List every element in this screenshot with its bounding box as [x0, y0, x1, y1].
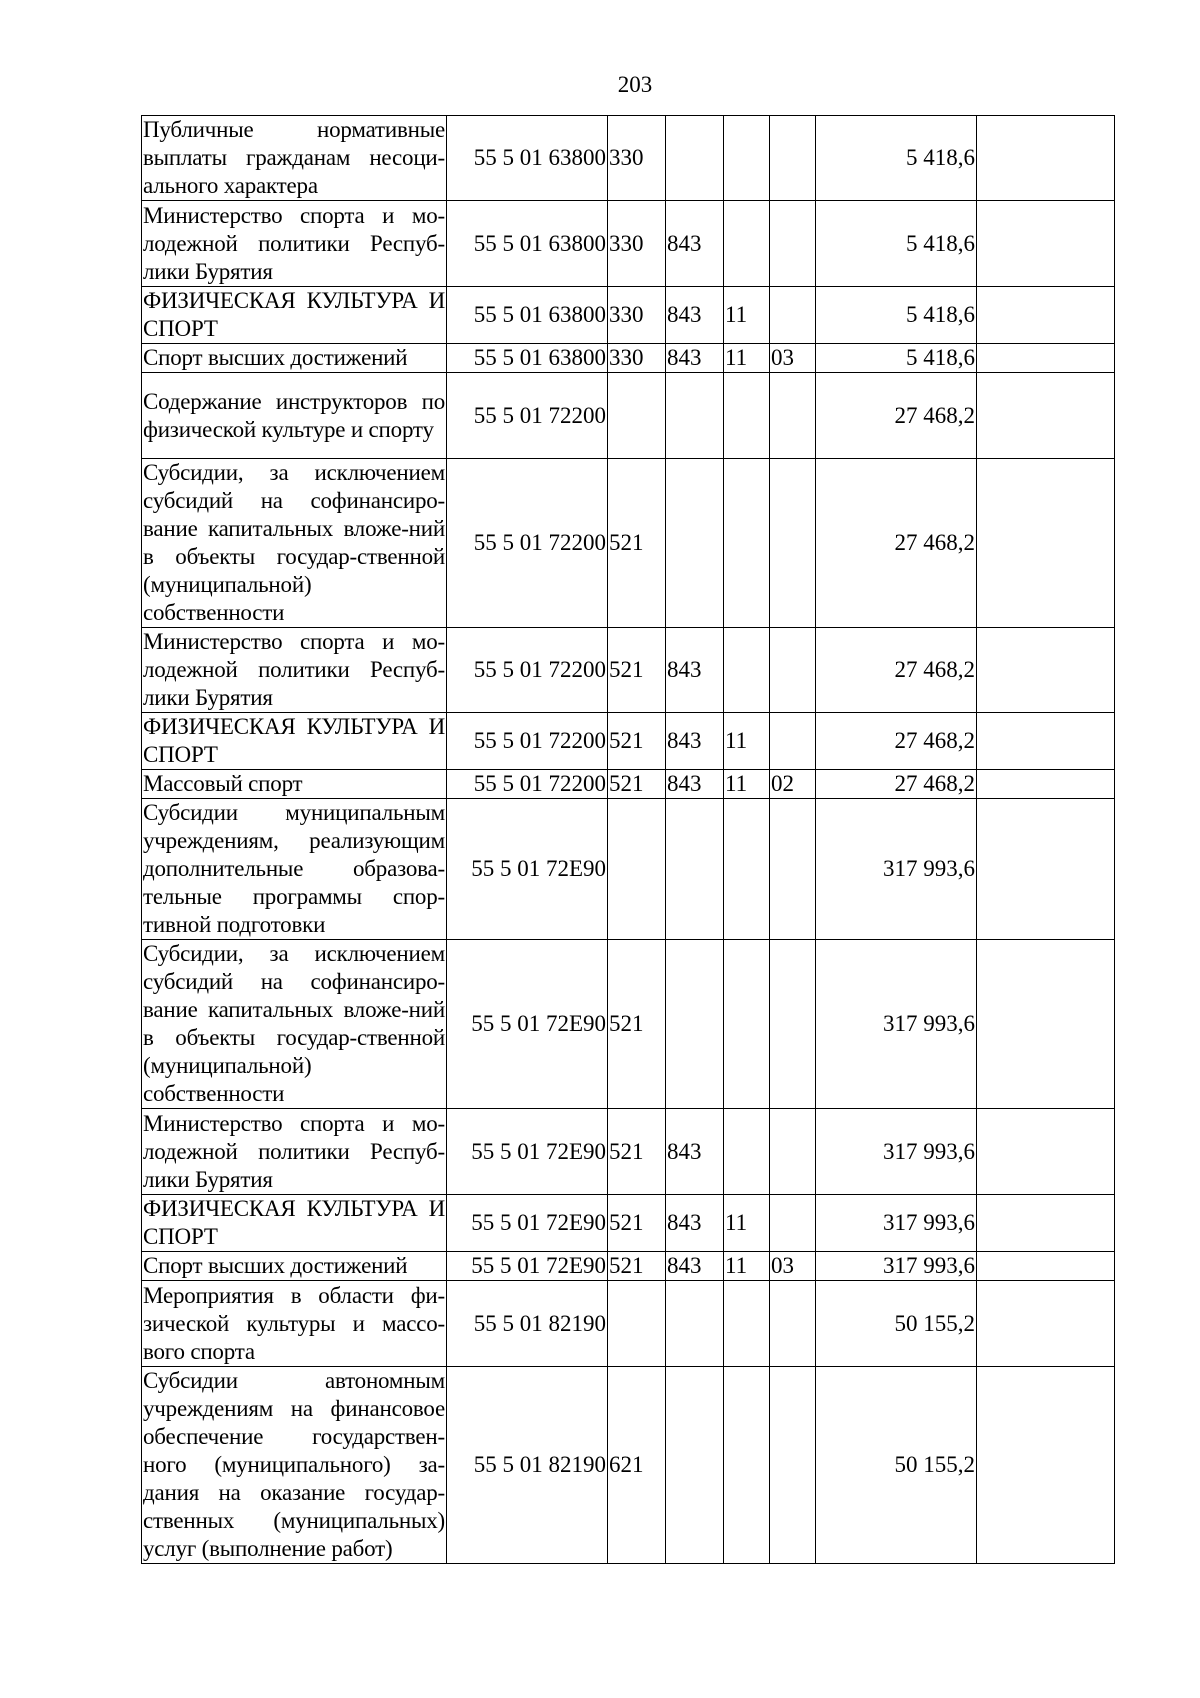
item-name-cell: Содержание инструкторов по физической культуре и спорту [142, 373, 447, 459]
empty-cell [977, 1281, 1115, 1367]
amount-cell: 317 993,6 [816, 1195, 977, 1252]
target-code-cell: 55 5 01 72E90 [447, 940, 608, 1109]
table-row [142, 799, 1115, 940]
item-name-cell: Публичные нормативные выплаты гражданам несоци-ального характера [142, 116, 447, 201]
subsection-cell: 03 [770, 344, 816, 373]
subsection-cell [770, 799, 816, 940]
empty-cell [977, 628, 1115, 713]
department-code-cell: 843 [666, 713, 724, 770]
department-code-cell: 843 [666, 628, 724, 713]
subsection-cell [770, 1195, 816, 1252]
target-code-cell: 55 5 01 63800 [447, 116, 608, 201]
department-code-cell [666, 459, 724, 628]
subsection-cell [770, 1109, 816, 1195]
table-row [142, 287, 1115, 344]
amount-cell: 5 418,6 [816, 116, 977, 201]
item-name-cell: ФИЗИЧЕСКАЯ КУЛЬТУРА И СПОРТ [142, 1195, 447, 1252]
item-name-cell: Министерство спорта и мо-лодежной политики Респуб-лики Бурятия [142, 201, 447, 287]
subsection-cell: 03 [770, 1252, 816, 1281]
section-cell [724, 940, 770, 1109]
section-cell [724, 628, 770, 713]
amount-cell: 27 468,2 [816, 713, 977, 770]
amount-cell: 317 993,6 [816, 799, 977, 940]
table-row [142, 1252, 1115, 1281]
expense-type-cell: 521 [608, 770, 666, 799]
item-name-cell: Массовый спорт [142, 770, 447, 799]
subsection-cell [770, 459, 816, 628]
target-code-cell: 55 5 01 63800 [447, 201, 608, 287]
table-row [142, 628, 1115, 713]
department-code-cell [666, 799, 724, 940]
item-name-cell: Спорт высших достижений [142, 1252, 447, 1281]
target-code-cell: 55 5 01 63800 [447, 344, 608, 373]
subsection-cell [770, 201, 816, 287]
item-name-cell: Субсидии, за исключением субсидий на софинансиро-вание капитальных вложе-ний в объекты государ-ственной (муниципальной) собственности [142, 940, 447, 1109]
expense-type-cell: 521 [608, 1109, 666, 1195]
table-body [142, 116, 1115, 1564]
empty-cell [977, 1195, 1115, 1252]
subsection-cell [770, 940, 816, 1109]
target-code-cell: 55 5 01 72200 [447, 459, 608, 628]
item-name-cell: Спорт высших достижений [142, 344, 447, 373]
section-cell [724, 1281, 770, 1367]
expense-type-cell: 330 [608, 344, 666, 373]
empty-cell [977, 940, 1115, 1109]
section-cell: 11 [724, 1195, 770, 1252]
section-cell [724, 1109, 770, 1195]
table-row [142, 373, 1115, 459]
empty-cell [977, 201, 1115, 287]
item-name-cell: Субсидии автономным учреждениям на финансовое обеспечение государствен-ного (муниципального) за-дания на оказание государ-ственных (муниципальных) услуг (выполнение работ) [142, 1367, 447, 1564]
empty-cell [977, 770, 1115, 799]
target-code-cell: 55 5 01 72200 [447, 628, 608, 713]
target-code-cell: 55 5 01 72200 [447, 373, 608, 459]
department-code-cell [666, 1367, 724, 1564]
section-cell [724, 799, 770, 940]
amount-cell: 317 993,6 [816, 940, 977, 1109]
table-row [142, 770, 1115, 799]
item-name-cell: Субсидии муниципальным учреждениям, реализующим дополнительные образова-тельные программы спор-тивной подготовки [142, 799, 447, 940]
amount-cell: 27 468,2 [816, 373, 977, 459]
section-cell: 11 [724, 770, 770, 799]
amount-cell: 50 155,2 [816, 1281, 977, 1367]
expense-type-cell [608, 373, 666, 459]
table-row [142, 940, 1115, 1109]
amount-cell: 317 993,6 [816, 1252, 977, 1281]
table-row [142, 1281, 1115, 1367]
amount-cell: 5 418,6 [816, 201, 977, 287]
empty-cell [977, 459, 1115, 628]
empty-cell [977, 1252, 1115, 1281]
section-cell: 11 [724, 287, 770, 344]
table-row [142, 344, 1115, 373]
table-row [142, 713, 1115, 770]
subsection-cell: 02 [770, 770, 816, 799]
page-number: 203 [617, 72, 653, 97]
target-code-cell: 55 5 01 72200 [447, 713, 608, 770]
department-code-cell: 843 [666, 770, 724, 799]
amount-cell: 50 155,2 [816, 1367, 977, 1564]
item-name-cell: ФИЗИЧЕСКАЯ КУЛЬТУРА И СПОРТ [142, 713, 447, 770]
table-row [142, 1367, 1115, 1564]
department-code-cell [666, 940, 724, 1109]
item-name-cell: Субсидии, за исключением субсидий на софинансиро-вание капитальных вложе-ний в объекты государ-ственной (муниципальной) собственности [142, 459, 447, 628]
section-cell [724, 201, 770, 287]
subsection-cell [770, 287, 816, 344]
expense-type-cell: 330 [608, 287, 666, 344]
department-code-cell: 843 [666, 1252, 724, 1281]
empty-cell [977, 799, 1115, 940]
target-code-cell: 55 5 01 72E90 [447, 1109, 608, 1195]
table-row [142, 1109, 1115, 1195]
subsection-cell [770, 713, 816, 770]
empty-cell [977, 1109, 1115, 1195]
expense-type-cell: 330 [608, 201, 666, 287]
empty-cell [977, 1367, 1115, 1564]
empty-cell [977, 713, 1115, 770]
subsection-cell [770, 628, 816, 713]
subsection-cell [770, 1367, 816, 1564]
target-code-cell: 55 5 01 72200 [447, 770, 608, 799]
expense-type-cell: 521 [608, 713, 666, 770]
subsection-cell [770, 373, 816, 459]
target-code-cell: 55 5 01 63800 [447, 287, 608, 344]
expense-type-cell: 621 [608, 1367, 666, 1564]
table-row [142, 459, 1115, 628]
item-name-cell: Мероприятия в области фи-зической культуры и массо-вого спорта [142, 1281, 447, 1367]
expense-type-cell [608, 1281, 666, 1367]
target-code-cell: 55 5 01 72E90 [447, 1195, 608, 1252]
item-name-cell: ФИЗИЧЕСКАЯ КУЛЬТУРА И СПОРТ [142, 287, 447, 344]
target-code-cell: 55 5 01 72E90 [447, 799, 608, 940]
expense-type-cell: 521 [608, 628, 666, 713]
table-row [142, 201, 1115, 287]
section-cell [724, 373, 770, 459]
section-cell: 11 [724, 1252, 770, 1281]
target-code-cell: 55 5 01 82190 [447, 1367, 608, 1564]
amount-cell: 27 468,2 [816, 628, 977, 713]
expense-type-cell: 521 [608, 940, 666, 1109]
department-code-cell [666, 373, 724, 459]
item-name-cell: Министерство спорта и мо-лодежной политики Респуб-лики Бурятия [142, 628, 447, 713]
section-cell: 11 [724, 713, 770, 770]
amount-cell: 27 468,2 [816, 770, 977, 799]
department-code-cell [666, 1281, 724, 1367]
target-code-cell: 55 5 01 82190 [447, 1281, 608, 1367]
amount-cell: 5 418,6 [816, 287, 977, 344]
expense-type-cell: 521 [608, 1195, 666, 1252]
section-cell: 11 [724, 344, 770, 373]
section-cell [724, 1367, 770, 1564]
expense-type-cell: 521 [608, 459, 666, 628]
department-code-cell [666, 116, 724, 201]
item-name-cell: Министерство спорта и мо-лодежной политики Респуб-лики Бурятия [142, 1109, 447, 1195]
budget-table [141, 115, 1115, 1564]
department-code-cell: 843 [666, 1109, 724, 1195]
amount-cell: 317 993,6 [816, 1109, 977, 1195]
empty-cell [977, 287, 1115, 344]
subsection-cell [770, 116, 816, 201]
section-cell [724, 459, 770, 628]
expense-type-cell: 521 [608, 1252, 666, 1281]
empty-cell [977, 116, 1115, 201]
table-row [142, 116, 1115, 201]
department-code-cell: 843 [666, 201, 724, 287]
empty-cell [977, 373, 1115, 459]
department-code-cell: 843 [666, 287, 724, 344]
department-code-cell: 843 [666, 344, 724, 373]
target-code-cell: 55 5 01 72E90 [447, 1252, 608, 1281]
subsection-cell [770, 1281, 816, 1367]
expense-type-cell [608, 799, 666, 940]
table-row [142, 1195, 1115, 1252]
empty-cell [977, 344, 1115, 373]
expense-type-cell: 330 [608, 116, 666, 201]
amount-cell: 27 468,2 [816, 459, 977, 628]
amount-cell: 5 418,6 [816, 344, 977, 373]
department-code-cell: 843 [666, 1195, 724, 1252]
section-cell [724, 116, 770, 201]
